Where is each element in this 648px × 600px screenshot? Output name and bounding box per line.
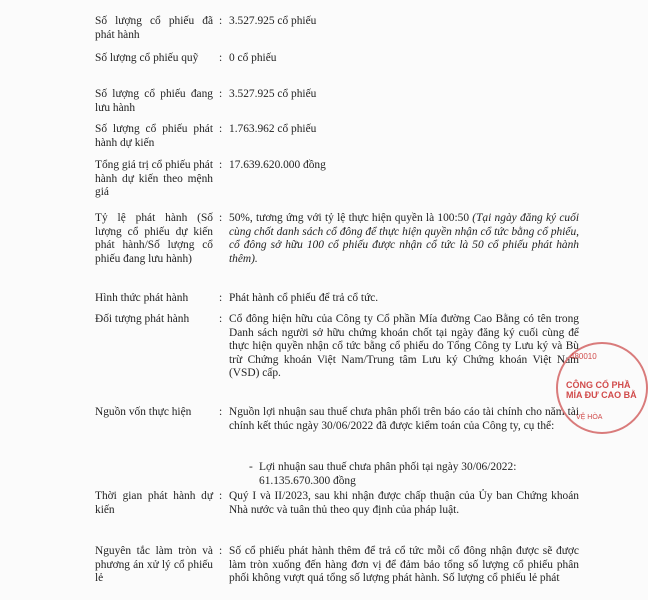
row-value: 0 cổ phiếu — [229, 52, 277, 64]
row-value: Cổ đông hiện hữu của Công ty Cổ phần Mía đường Cao Bằng có tên trong Danh sách người sở hữu chứng khoán chốt tại ngày đăng ký cuối cùng để thực hiện quyền nhận cổ tức bằng cổ phiếu do Tổng Công ty Lưu ký và Bù trừ Chứng khoán Việt Nam/Trung tâm Lưu ký Chứng khoán Việt Nam (VSD) cấp. — [229, 313, 579, 380]
row-value: 17.639.620.000 đồng — [229, 159, 326, 171]
row-value: 1.763.962 cổ phiếu — [229, 123, 317, 135]
colon: : — [219, 88, 223, 100]
colon: : — [219, 292, 223, 304]
row-expected-issue — [95, 123, 575, 151]
row-label: Thời gian phát hành dự kiến — [95, 490, 213, 516]
company-stamp — [556, 342, 648, 434]
row-label: Nguồn vốn thực hiện — [95, 406, 192, 418]
row-value: Số cổ phiếu phát hành thêm để trả cổ tức mỗi cổ đông nhận được sẽ được làm tròn xuống đến hàng đơn vị để đảm bảo tổng số lượng cổ phiếu phân phối không vượt quá tổng số lượng phát hành. Số lượng cổ phiếu lẻ phát — [229, 545, 579, 585]
row-issue-target — [95, 313, 579, 395]
row-label: Số lượng cổ phiếu đang lưu hành — [95, 88, 213, 114]
row-issued-shares — [95, 15, 575, 43]
colon: : — [219, 406, 223, 418]
row-value-text: 50%, tương ứng với tỷ lệ thực hiện quyền là 100:50 — [229, 212, 470, 224]
colon: : — [219, 212, 223, 224]
row-value — [229, 212, 579, 266]
row-label: Tỷ lệ phát hành (Số lượng cổ phiếu dự kiến phát hành/Số lượng cổ phiếu đang lưu hành) — [95, 212, 213, 265]
row-outstanding-shares — [95, 88, 575, 116]
row-capital-source — [95, 406, 579, 487]
row-value: Nguồn lợi nhuận sau thuế chưa phân phối trên báo cáo tài chính cho năm tài chính kết thúc ngày 30/06/2022 đã được kiểm toán của Công ty, cụ thể: — [229, 406, 579, 432]
row-label: Số lượng cổ phiếu đã phát hành — [95, 15, 213, 41]
stamp-location: VỆ HÒA — [576, 414, 603, 421]
row-issue-time — [95, 490, 579, 532]
colon: : — [219, 313, 223, 325]
bullet-dash: - — [249, 461, 253, 473]
colon: : — [219, 545, 223, 557]
row-value: 3.527.925 cổ phiếu — [229, 15, 317, 27]
colon: : — [219, 159, 223, 171]
colon: : — [219, 490, 223, 502]
row-label: Nguyên tắc làm tròn và phương án xử lý cổ phiếu lẻ — [95, 545, 213, 585]
row-rounding — [95, 545, 579, 600]
colon: : — [219, 123, 223, 135]
colon: : — [219, 15, 223, 27]
row-label: Số lượng cổ phiếu phát hành dự kiến — [95, 123, 213, 149]
row-value-note: (Tại ngày đăng ký cuối cùng chốt danh sách cổ đông để thực hiện quyền nhận cổ tức bằng cổ phiếu, cổ đông sở hữu 100 cổ phiếu được nhận cổ tức là 50 cổ phiếu phát hành thêm). — [229, 212, 579, 265]
row-label: Tổng giá trị cổ phiếu phát hành dự kiến theo mệnh giá — [95, 159, 213, 199]
row-issue-form — [95, 292, 575, 306]
row-total-par-value — [95, 159, 575, 201]
stamp-company-name: CÔNG CỔ PHẦ MÍA ĐƯ CAO BẰ — [566, 380, 637, 400]
colon: : — [219, 52, 223, 64]
row-value: Quý I và II/2023, sau khi nhận được chấp thuận của Ủy ban Chứng khoán Nhà nước và tuân thủ theo quy định của pháp luật. — [229, 490, 579, 516]
row-label: Đối tượng phát hành — [95, 313, 190, 325]
row-treasury-shares — [95, 52, 575, 80]
row-label: Hình thức phát hành — [95, 292, 189, 304]
row-value: Phát hành cổ phiếu để trả cổ tức. — [229, 292, 379, 304]
stamp-number: 480010 — [570, 352, 597, 361]
row-issue-ratio — [95, 212, 579, 282]
bullet-text: Lợi nhuận sau thuế chưa phân phối tại ngày 30/06/2022: 61.135.670.300 đồng — [259, 461, 517, 487]
row-value: 3.527.925 cổ phiếu — [229, 88, 317, 100]
row-label: Số lượng cổ phiếu quỹ — [95, 52, 199, 64]
